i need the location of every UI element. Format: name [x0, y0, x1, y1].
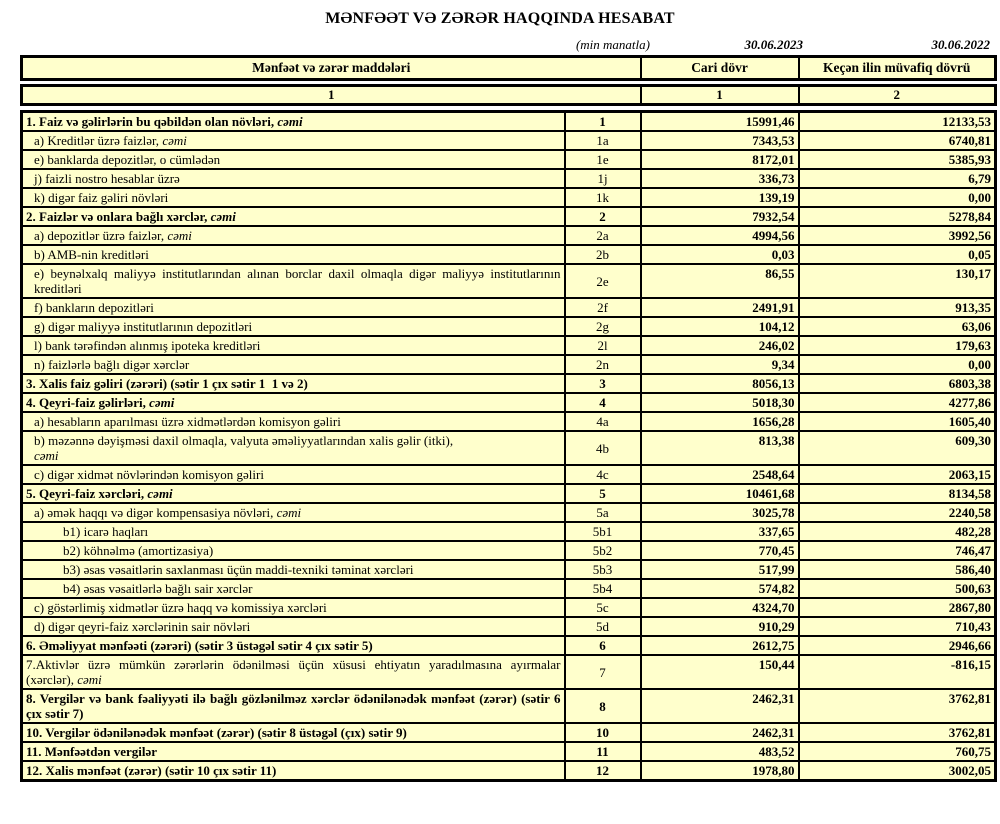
item-label-italic-suffix: cəmi: [210, 209, 236, 224]
current-value-cell: 150,44: [641, 655, 799, 689]
current-value-cell: 5018,30: [641, 393, 799, 412]
item-label-cell: j) faizli nostro hesablar üzrə: [22, 169, 565, 188]
current-value-cell: 3025,78: [641, 503, 799, 522]
current-period-header: Cari dövr: [641, 57, 799, 80]
table-row: [22, 579, 996, 598]
table-row: [22, 336, 996, 355]
row-code-cell: 10: [565, 723, 641, 742]
item-label-italic-suffix: cəmi: [277, 114, 303, 129]
table-row: [22, 374, 996, 393]
current-value-cell: 1978,80: [641, 761, 799, 781]
item-label-cell: b) AMB-nin kreditləri: [22, 245, 565, 264]
row-code-cell: 2g: [565, 317, 641, 336]
previous-value-cell: 1605,40: [799, 412, 996, 431]
current-value-cell: 15991,46: [641, 112, 799, 132]
item-label-cell: f) bankların depozitləri: [22, 298, 565, 317]
table-row: [22, 522, 996, 541]
column-index-table: [20, 84, 997, 106]
item-label-cell: d) digər qeyri-faiz xərclərinin sair növləri: [22, 617, 565, 636]
table-row: [22, 298, 996, 317]
item-label-cell: 5. Qeyri-faiz xərcləri, cəmi: [22, 484, 565, 503]
current-value-cell: 8172,01: [641, 150, 799, 169]
current-value-cell: 517,99: [641, 560, 799, 579]
row-code-cell: 5b3: [565, 560, 641, 579]
unit-label: (min manatla): [575, 37, 650, 52]
row-code-cell: 2e: [565, 264, 641, 298]
previous-value-cell: -816,15: [799, 655, 996, 689]
previous-value-cell: 6803,38: [799, 374, 996, 393]
row-code-cell: 5: [565, 484, 641, 503]
previous-value-cell: 609,30: [799, 431, 996, 465]
table-row: [22, 541, 996, 560]
item-label-cell: g) digər maliyyə institutlarının depozitləri: [22, 317, 565, 336]
current-value-cell: 2548,64: [641, 465, 799, 484]
item-label-cell: b) məzənnə dəyişməsi daxil olmaqla, valyuta əməliyyatlarından xalis gəlir (itki), cəmi: [22, 431, 565, 465]
previous-value-cell: 8134,58: [799, 484, 996, 503]
row-code-cell: 11: [565, 742, 641, 761]
current-value-cell: 86,55: [641, 264, 799, 298]
current-value-cell: 7343,53: [641, 131, 799, 150]
table-row: [22, 412, 996, 431]
previous-period-date: 30.06.2022: [931, 37, 990, 52]
previous-value-cell: 3002,05: [799, 761, 996, 781]
table-body: [22, 112, 996, 781]
previous-value-cell: 586,40: [799, 560, 996, 579]
current-value-cell: 1656,28: [641, 412, 799, 431]
previous-value-cell: 2946,66: [799, 636, 996, 655]
current-value-cell: 2612,75: [641, 636, 799, 655]
row-code-cell: 2f: [565, 298, 641, 317]
item-label-italic-suffix: cəmi: [77, 672, 102, 687]
item-label-cell: 2. Faizlər və onlara bağlı xərclər, cəmi: [22, 207, 565, 226]
item-label-cell: k) digər faiz gəliri növləri: [22, 188, 565, 207]
row-code-cell: 3: [565, 374, 641, 393]
previous-value-cell: 5278,84: [799, 207, 996, 226]
item-label-italic-suffix: cəmi: [162, 133, 187, 148]
row-code-cell: 4a: [565, 412, 641, 431]
current-value-cell: 7932,54: [641, 207, 799, 226]
table-row: [22, 636, 996, 655]
item-label-cell: e) beynəlxalq maliyyə institutlarından alınan borclar daxil olmaqla digər maliyyə institutlarının kreditləri: [22, 264, 565, 298]
items-column-header: Mənfəət və zərər maddələri: [22, 57, 641, 80]
table-row: [22, 742, 996, 761]
item-label-cell: 8. Vergilər və bank fəaliyyəti ilə bağlı gözlənilməz xərclər ödənilənədək mənfəət (zərər) (sətir 6 çıx sətir 7): [22, 689, 565, 723]
current-value-cell: 8056,13: [641, 374, 799, 393]
item-label-cell: a) Kreditlər üzrə faizlər, cəmi: [22, 131, 565, 150]
previous-value-cell: 710,43: [799, 617, 996, 636]
item-label-italic-suffix: cəmi: [167, 228, 192, 243]
table-row: [22, 393, 996, 412]
row-code-cell: 5b1: [565, 522, 641, 541]
item-label-cell: 1. Faiz və gəlirlərin bu qəbildən olan növləri, cəmi: [22, 112, 565, 132]
previous-value-cell: 63,06: [799, 317, 996, 336]
item-label-cell: 4. Qeyri-faiz gəlirləri, cəmi: [22, 393, 565, 412]
current-value-cell: 4324,70: [641, 598, 799, 617]
table-row: [22, 207, 996, 226]
item-label-cell: 3. Xalis faiz gəliri (zərəri) (sətir 1 çıx sətir 1 1 və 2): [22, 374, 565, 393]
item-label-cell: 10. Vergilər ödənilənədək mənfəət (zərər) (sətir 8 üstəgəl (çıx) sətir 9): [22, 723, 565, 742]
previous-value-cell: 3762,81: [799, 689, 996, 723]
previous-value-cell: 3762,81: [799, 723, 996, 742]
item-label-cell: e) banklarda depozitlər, o cümlədən: [22, 150, 565, 169]
current-value-cell: 246,02: [641, 336, 799, 355]
previous-value-cell: 2240,58: [799, 503, 996, 522]
table-row: [22, 560, 996, 579]
previous-value-cell: 179,63: [799, 336, 996, 355]
table-row: [22, 112, 996, 132]
row-code-cell: 2l: [565, 336, 641, 355]
current-value-cell: 2462,31: [641, 689, 799, 723]
current-value-cell: 770,45: [641, 541, 799, 560]
row-code-cell: 8: [565, 689, 641, 723]
row-code-cell: 4c: [565, 465, 641, 484]
current-value-cell: 104,12: [641, 317, 799, 336]
row-code-cell: 1k: [565, 188, 641, 207]
table-row: [22, 226, 996, 245]
item-label-italic-suffix: cəmi: [34, 448, 59, 463]
item-label-cell: 12. Xalis mənfəət (zərər) (sətir 10 çıx sətir 11): [22, 761, 565, 781]
previous-value-cell: 746,47: [799, 541, 996, 560]
row-code-cell: 1a: [565, 131, 641, 150]
previous-value-cell: 500,63: [799, 579, 996, 598]
item-label-cell: n) faizlərlə bağlı digər xərclər: [22, 355, 565, 374]
previous-value-cell: 913,35: [799, 298, 996, 317]
table-row: [22, 723, 996, 742]
table-row: [22, 264, 996, 298]
current-value-cell: 9,34: [641, 355, 799, 374]
item-label-italic-suffix: cəmi: [147, 486, 173, 501]
current-value-cell: 910,29: [641, 617, 799, 636]
table-row: [22, 617, 996, 636]
table-row: [22, 355, 996, 374]
item-label-cell: 6. Əməliyyat mənfəəti (zərəri) (sətir 3 üstəgəl sətir 4 çıx sətir 5): [22, 636, 565, 655]
row-code-cell: 5b4: [565, 579, 641, 598]
row-code-cell: 5d: [565, 617, 641, 636]
current-value-cell: 336,73: [641, 169, 799, 188]
current-value-cell: 337,65: [641, 522, 799, 541]
previous-value-cell: 6,79: [799, 169, 996, 188]
item-label-cell: a) əmək haqqı və digər kompensasiya növləri, cəmi: [22, 503, 565, 522]
table-row: [22, 169, 996, 188]
item-label-cell: b1) icarə haqları: [22, 522, 565, 541]
row-code-cell: 4b: [565, 431, 641, 465]
table-row: [22, 188, 996, 207]
current-value-cell: 813,38: [641, 431, 799, 465]
page-title: MƏNFƏƏT VƏ ZƏRƏR HAQQINDA HESABAT: [325, 10, 675, 27]
row-code-cell: 2a: [565, 226, 641, 245]
previous-value-cell: 2867,80: [799, 598, 996, 617]
header-table: [20, 55, 997, 81]
row-code-cell: 6: [565, 636, 641, 655]
report-table: [20, 110, 997, 782]
row-code-cell: 5c: [565, 598, 641, 617]
item-label-cell: 11. Mənfəətdən vergilər: [22, 742, 565, 761]
row-code-cell: 1e: [565, 150, 641, 169]
row-code-cell: 2b: [565, 245, 641, 264]
current-value-cell: 0,03: [641, 245, 799, 264]
row-code-cell: 2: [565, 207, 641, 226]
current-period-date: 30.06.2023: [744, 37, 803, 52]
item-label-cell: a) depozitlər üzrə faizlər, cəmi: [22, 226, 565, 245]
previous-value-cell: 0,05: [799, 245, 996, 264]
table-row: [22, 131, 996, 150]
table-row: [22, 431, 996, 465]
table-row: [22, 245, 996, 264]
row-code-cell: 1j: [565, 169, 641, 188]
item-label-cell: a) hesabların aparılması üzrə xidmətlərdən komisyon gəliri: [22, 412, 565, 431]
previous-value-cell: 760,75: [799, 742, 996, 761]
table-row: [22, 465, 996, 484]
item-label-italic-suffix: cəmi: [276, 505, 302, 520]
table-row: [22, 317, 996, 336]
item-label-cell: c) göstərlimiş xidmətlər üzrə haqq və komissiya xərcləri: [22, 598, 565, 617]
row-code-cell: 4: [565, 393, 641, 412]
table-row: [22, 655, 996, 689]
current-column-index: 1: [641, 86, 799, 105]
row-code-cell: 1: [565, 112, 641, 132]
table-row: [22, 484, 996, 503]
previous-value-cell: 0,00: [799, 355, 996, 374]
item-label-cell: b4) əsas vəsaitlərlə bağlı sair xərclər: [22, 579, 565, 598]
table-row: [22, 503, 996, 522]
item-label-cell: c) digər xidmət növlərindən komisyon gəliri: [22, 465, 565, 484]
item-label-italic-suffix: cəmi: [149, 395, 175, 410]
previous-value-cell: 5385,93: [799, 150, 996, 169]
current-value-cell: 483,52: [641, 742, 799, 761]
item-label-cell: l) bank tərəfindən alınmış ipoteka kreditləri: [22, 336, 565, 355]
previous-value-cell: 0,00: [799, 188, 996, 207]
current-value-cell: 2491,91: [641, 298, 799, 317]
header-row: [22, 57, 996, 80]
item-label-cell: 7.Aktivlər üzrə mümkün zərərlərin ödənilməsi üçün xüsusi ehtiyatın yaradılmasına ayırmalar (xərclər), cəmi: [22, 655, 565, 689]
meta-row: [20, 37, 994, 53]
row-code-cell: 7: [565, 655, 641, 689]
table-row: [22, 150, 996, 169]
current-value-cell: 574,82: [641, 579, 799, 598]
row-code-cell: 12: [565, 761, 641, 781]
previous-value-cell: 6740,81: [799, 131, 996, 150]
current-value-cell: 10461,68: [641, 484, 799, 503]
previous-value-cell: 3992,56: [799, 226, 996, 245]
item-label-cell: b3) əsas vəsaitlərin saxlanması üçün maddi-texniki təminat xərcləri: [22, 560, 565, 579]
column-index-row: [22, 86, 996, 105]
row-code-cell: 5b2: [565, 541, 641, 560]
row-code-cell: 5a: [565, 503, 641, 522]
previous-value-cell: 4277,86: [799, 393, 996, 412]
table-row: [22, 761, 996, 781]
previous-column-index: 2: [799, 86, 996, 105]
item-label-cell: b2) köhnəlmə (amortizasiya): [22, 541, 565, 560]
current-value-cell: 4994,56: [641, 226, 799, 245]
previous-value-cell: 2063,15: [799, 465, 996, 484]
previous-period-header: Keçən ilin müvafiq dövrü: [799, 57, 996, 80]
table-row: [22, 689, 996, 723]
row-code-cell: 2n: [565, 355, 641, 374]
previous-value-cell: 130,17: [799, 264, 996, 298]
items-column-index: 1: [22, 86, 641, 105]
table-row: [22, 598, 996, 617]
previous-value-cell: 482,28: [799, 522, 996, 541]
previous-value-cell: 12133,53: [799, 112, 996, 132]
current-value-cell: 2462,31: [641, 723, 799, 742]
current-value-cell: 139,19: [641, 188, 799, 207]
